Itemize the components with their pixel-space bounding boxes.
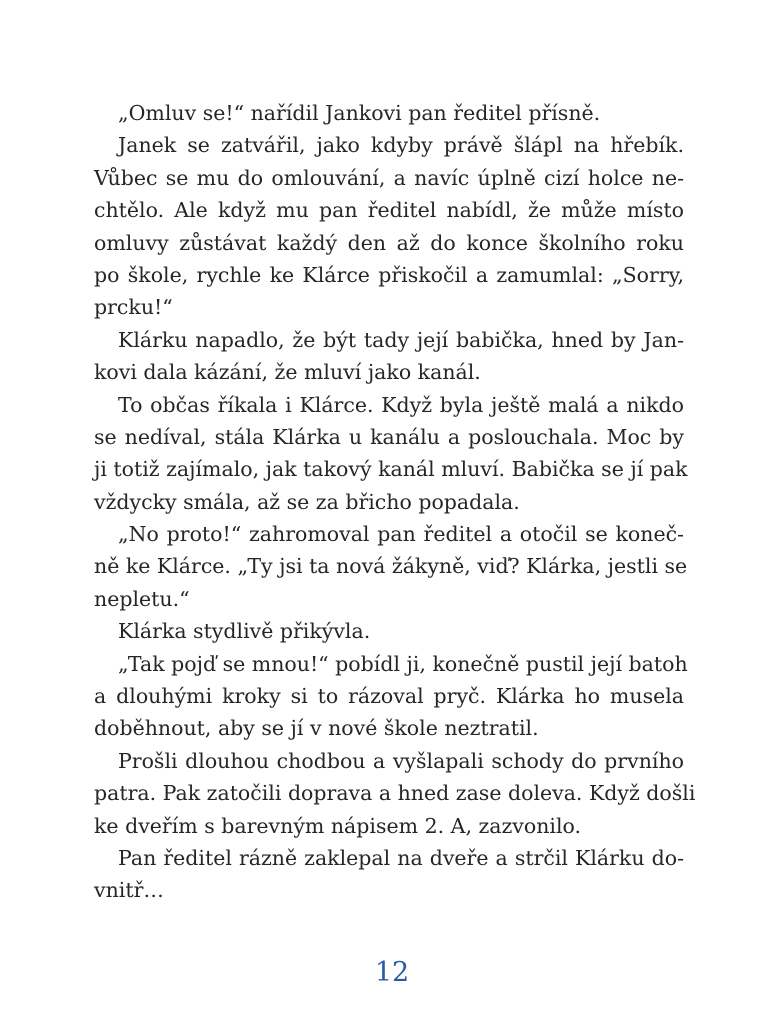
paragraph-line: doběhnout, aby se jí v nové škole neztratil. bbox=[94, 716, 539, 741]
paragraph-line: nepletu.“ bbox=[94, 586, 190, 611]
paragraph-line: To občas říkala i Klárce. Když byla ještě malá a nikdo bbox=[118, 392, 684, 417]
paragraph-line: Vůbec se mu do omlouvání, a navíc úplně cizí holce ne- bbox=[94, 165, 684, 190]
paragraph-line: chtělo. Ale když mu pan ředitel nabídl, že může místo bbox=[94, 198, 684, 223]
paragraph-line: vždycky smála, až se za břicho popadala. bbox=[94, 489, 520, 514]
paragraph-line: ně ke Klárce. „Ty jsi ta nová žákyně, viď? Klárka, jestli se bbox=[94, 554, 688, 579]
paragraph-line: Klárka stydlivě přikývla. bbox=[118, 619, 371, 644]
paragraph-line: „Omluv se!“ nařídil Jankovi pan ředitel přísně. bbox=[118, 101, 601, 125]
paragraph-line: prcku!“ bbox=[94, 295, 173, 320]
body-text bbox=[94, 97, 696, 907]
paragraph-line: ke dveřím s barevným nápisem 2. A, zazvonilo. bbox=[94, 813, 582, 838]
paragraph-line: Prošli dlouhou chodbou a vyšlapali schody do prvního bbox=[118, 748, 684, 773]
paragraph-line: omluvy zůstávat každý den až do konce školního roku bbox=[94, 230, 684, 255]
paragraph-line: patra. Pak zatočili doprava a hned zase doleva. Když došli bbox=[94, 781, 696, 806]
paragraph-line: Janek se zatvářil, jako kdyby právě šlápl na hřebík. bbox=[118, 133, 684, 158]
paragraph-line: „No proto!“ zahromoval pan ředitel a otočil se koneč- bbox=[118, 522, 684, 547]
paragraph-line: ji totiž zajímalo, jak takový kanál mluví. Babička se jí pak bbox=[94, 457, 688, 482]
page-number: 12 bbox=[374, 957, 410, 988]
paragraph-line: po škole, rychle ke Klárce přiskočil a zamumlal: „Sorry, bbox=[94, 262, 684, 287]
paragraph-line: Pan ředitel rázně zaklepal na dveře a strčil Klárku do- bbox=[118, 845, 684, 870]
paragraph-line: se nedíval, stála Klárka u kanálu a poslouchala. Moc by bbox=[94, 424, 684, 449]
paragraph-line: Klárku napadlo, že být tady její babička, hned by Jan- bbox=[118, 327, 684, 352]
paragraph-line: kovi dala kázání, že mluví jako kanál. bbox=[94, 360, 481, 385]
paragraph-line: a dlouhými kroky si to rázoval pryč. Klárka ho musela bbox=[94, 684, 684, 709]
paragraph-line: „Tak pojď se mnou!“ pobídl ji, konečně pustil její batoh bbox=[118, 651, 688, 676]
paragraph-line: vnitř… bbox=[94, 878, 164, 903]
